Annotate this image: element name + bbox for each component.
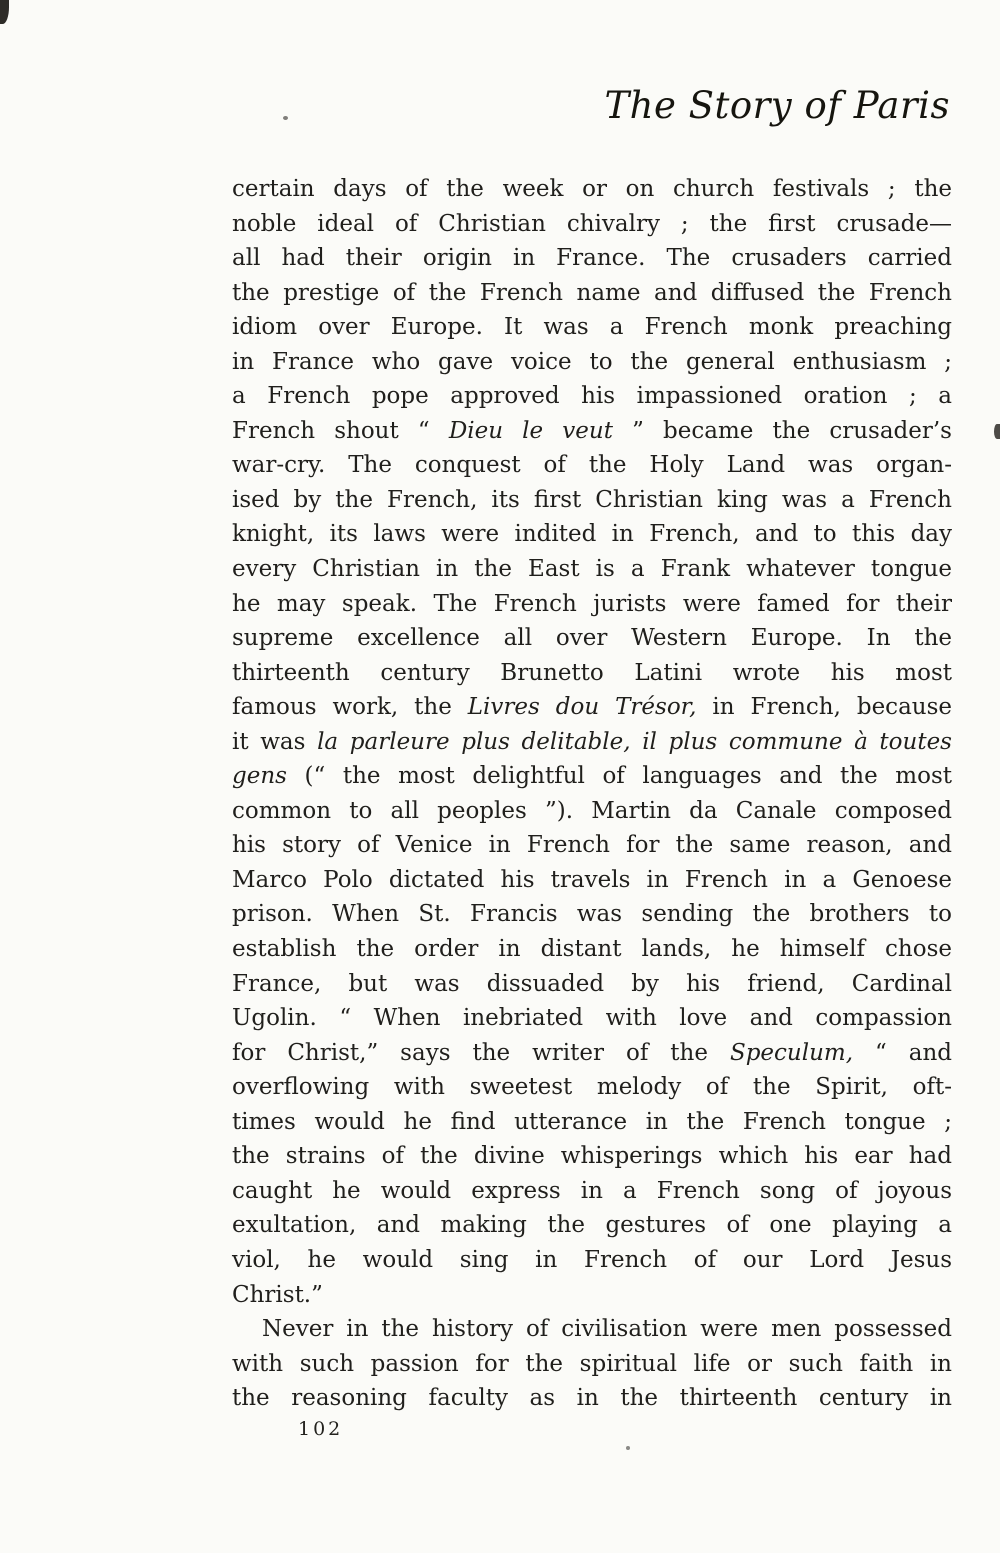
text-segment: thirteenth century Brunetto Latini wrote his most (232, 659, 952, 686)
scan-artifact (283, 116, 288, 120)
text-line (232, 448, 952, 483)
text-line (232, 794, 952, 829)
text-segment: (“ the most delightful of languages and the most (286, 763, 952, 790)
text-line (232, 345, 952, 380)
text-line (232, 276, 952, 311)
text-segment: for Christ,” says the writer of the (232, 1039, 730, 1066)
text-line (232, 1174, 952, 1209)
text-segment: it was (232, 728, 318, 755)
text-segment: the strains of the divine whisperings which his ear had (232, 1143, 952, 1170)
body-text (232, 172, 952, 1416)
text-segment: overflowing with sweetest melody of the Spirit, oft- (232, 1074, 952, 1101)
text-line (232, 379, 952, 414)
text-segment: in French, because (696, 694, 953, 721)
text-segment: all had their origin in France. The crusaders carried (232, 245, 952, 272)
text-segment: prison. When St. Francis was sending the brothers to (232, 901, 952, 928)
text-line (232, 1070, 952, 1105)
text-line (232, 656, 952, 691)
text-segment: certain days of the week or on church festivals ; the (232, 176, 952, 202)
text-segment: Marco Polo dictated his travels in French in a Genoese (232, 866, 952, 893)
text-segment: idiom over Europe. It was a French monk preaching (232, 314, 952, 341)
italic-text-segment: gens (232, 763, 287, 790)
text-segment: France, but was dissuaded by his friend, Cardinal (232, 970, 952, 997)
text-line (232, 1381, 952, 1416)
text-segment: with such passion for the spiritual life or such faith in (232, 1350, 952, 1377)
text-line (232, 414, 952, 449)
text-line (232, 690, 952, 725)
text-line (232, 207, 952, 242)
text-line (232, 897, 952, 932)
scan-artifact (626, 1446, 630, 1450)
text-segment: every Christian in the East is a Frank whatever tongue (232, 556, 952, 583)
text-line (232, 725, 952, 760)
text-line (232, 828, 952, 863)
text-segment: viol, he would sing in French of our Lord Jesus (232, 1246, 952, 1273)
text-segment: famous work, the (232, 694, 468, 721)
text-line (232, 1243, 952, 1278)
text-line (232, 1312, 952, 1347)
text-segment: noble ideal of Christian chivalry ; the first crusade— (232, 210, 952, 237)
text-segment: he may speak. The French jurists were famed for their (232, 590, 952, 617)
text-line (232, 1036, 952, 1071)
italic-text-segment: Speculum, (729, 1039, 854, 1066)
text-segment: Christ.” (232, 1281, 323, 1308)
text-line (232, 1278, 952, 1313)
text-segment: ised by the French, its first Christian king was a French (232, 486, 952, 513)
text-segment: knight, its laws were indited in French, and to this day (232, 521, 952, 548)
scan-artifact (0, 0, 9, 24)
text-segment: Ugolin. “ When inebriated with love and compassion (232, 1005, 952, 1032)
text-segment: war-cry. The conquest of the Holy Land was organ- (232, 452, 952, 479)
text-segment: caught he would express in a French song of joyous (232, 1177, 952, 1204)
page-title: The Story of Paris (604, 84, 950, 127)
text-segment: “ and (853, 1039, 952, 1066)
text-segment: the reasoning faculty as in the thirteenth century in (232, 1385, 952, 1412)
text-segment: ” became the crusader’s (612, 417, 952, 444)
text-line (232, 932, 952, 967)
text-line (232, 1208, 952, 1243)
text-line (232, 1347, 952, 1382)
text-line (232, 172, 952, 207)
text-segment: establish the order in distant lands, he himself chose (232, 936, 952, 963)
text-line (232, 517, 952, 552)
text-line (232, 483, 952, 518)
text-segment: the prestige of the French name and diffused the French (232, 279, 952, 306)
text-line (232, 1001, 952, 1036)
text-segment: his story of Venice in French for the same reason, and (232, 832, 952, 859)
text-line (232, 759, 952, 794)
italic-text-segment: Livres dou Trésor, (467, 694, 697, 721)
text-segment: a French pope approved his impassioned oration ; a (232, 383, 952, 410)
text-line (232, 1139, 952, 1174)
text-line (232, 621, 952, 656)
text-line (232, 241, 952, 276)
text-segment: in France who gave voice to the general enthusiasm ; (232, 348, 952, 375)
text-line (232, 587, 952, 622)
text-segment: times would he find utterance in the French tongue ; (232, 1108, 952, 1135)
text-line (232, 310, 952, 345)
text-line (232, 1105, 952, 1140)
text-segment: supreme excellence all over Western Europe. In the (232, 625, 952, 652)
page-number: 102 (298, 1418, 344, 1440)
text-segment: French shout “ (232, 417, 449, 444)
text-line (232, 863, 952, 898)
text-line (232, 967, 952, 1002)
text-line (232, 552, 952, 587)
text-segment: exultation, and making the gestures of one playing a (232, 1212, 952, 1239)
text-segment: common to all peoples ”). Martin da Canale composed (232, 797, 952, 824)
italic-text-segment: Dieu le veut (448, 417, 613, 444)
italic-text-segment: la parleure plus delitable, il plus commune à toutes (317, 728, 952, 755)
scan-artifact (994, 424, 1000, 439)
text-segment: Never in the history of civilisation were men possessed (262, 1316, 952, 1343)
